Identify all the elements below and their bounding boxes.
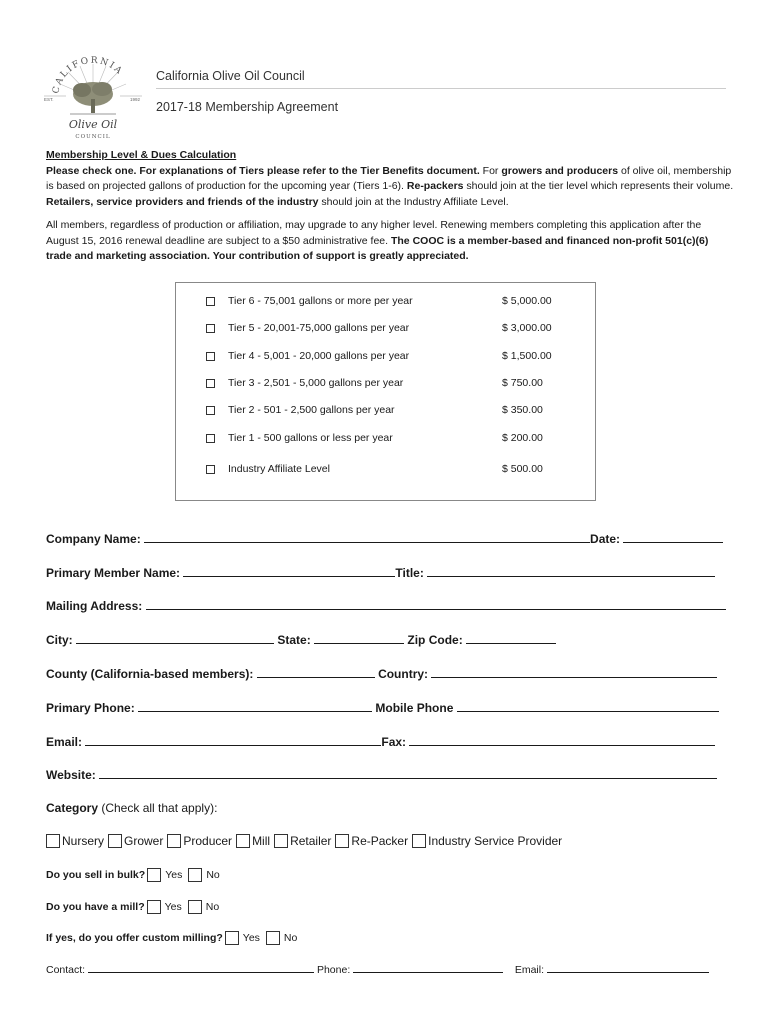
custom-milling-yes-label: Yes — [242, 932, 260, 944]
mailing-address-field[interactable] — [146, 598, 726, 610]
tier-5-checkbox[interactable] — [206, 324, 215, 333]
re-packer-label: Re-Packer — [351, 834, 409, 848]
category-mill[interactable] — [236, 834, 270, 848]
intro-p1-bold-2: growers and producers — [501, 164, 619, 177]
custom-milling-question-label: If yes, do you offer custom milling? — [46, 932, 223, 944]
affiliate-label: Industry Affiliate Level — [228, 463, 330, 475]
question-bulk — [46, 868, 226, 882]
affiliate-checkbox[interactable] — [206, 465, 215, 474]
nursery-checkbox[interactable] — [46, 834, 60, 848]
category-heading-bold: Category — [46, 801, 99, 815]
tier-6-price: $ 5,000.00 — [502, 295, 552, 307]
contact-row — [46, 963, 709, 976]
category-grower[interactable] — [108, 834, 163, 848]
tier-option-5[interactable] — [206, 322, 576, 338]
grower-checkbox[interactable] — [108, 834, 122, 848]
industry-service-provider-checkbox[interactable] — [412, 834, 426, 848]
county-country-row — [46, 666, 717, 681]
re-packer-checkbox[interactable] — [335, 834, 349, 848]
intro-section — [46, 148, 736, 265]
custom-milling-no-checkbox[interactable] — [266, 931, 280, 945]
county-field[interactable] — [257, 666, 375, 678]
contact-field[interactable] — [88, 963, 314, 973]
primary-member-name-field[interactable] — [183, 565, 395, 577]
tier-5-price: $ 3,000.00 — [502, 322, 552, 334]
state-label: State: — [277, 633, 311, 647]
tier-6-label: Tier 6 - 75,001 gallons or more per year — [228, 295, 413, 307]
intro-paragraph-1 — [46, 164, 736, 211]
tier-4-price: $ 1,500.00 — [502, 350, 552, 362]
retailer-checkbox[interactable] — [274, 834, 288, 848]
tier-option-1[interactable] — [206, 432, 576, 448]
contact-label: Contact: — [46, 964, 86, 976]
tier-2-checkbox[interactable] — [206, 406, 215, 415]
phone-row — [46, 700, 719, 715]
tier-2-label: Tier 2 - 501 - 2,500 gallons per year — [228, 404, 395, 416]
member-title-row — [46, 565, 715, 580]
doc-title: 2017-18 Membership Agreement — [156, 100, 339, 114]
tier-1-label: Tier 1 - 500 gallons or less per year — [228, 432, 393, 444]
intro-p1-text-3: should join at the tier level which represents their volume. — [463, 180, 734, 192]
fax-field[interactable] — [409, 734, 715, 746]
custom-milling-no-label: No — [283, 932, 298, 944]
tier-selection-box — [175, 282, 596, 501]
section-heading: Membership Level & Dues Calculation — [46, 149, 237, 161]
mill-yes-label: Yes — [164, 901, 182, 913]
tier-1-checkbox[interactable] — [206, 434, 215, 443]
bulk-no-checkbox[interactable] — [188, 868, 202, 882]
website-label: Website: — [46, 768, 96, 782]
category-options — [46, 834, 566, 848]
intro-p1-bold-3: Re-packers — [406, 180, 464, 192]
custom-milling-no-option[interactable] — [266, 931, 297, 945]
website-field[interactable] — [99, 767, 717, 779]
intro-p2-bold-1: The COOC is a member-based and financed non-profit 501(c)(6) trade and marketing association. Your contribution of support is greatly appreciated. — [46, 234, 709, 262]
intro-p1-bold-4: Retailers, service providers and friends of the industry — [46, 195, 319, 208]
email-label: Email: — [46, 735, 83, 749]
custom-milling-yes-option[interactable] — [225, 931, 260, 945]
logo-script-text: Olive Oil — [68, 118, 118, 131]
bulk-no-label: No — [206, 869, 220, 881]
mill-label: Mill — [252, 834, 271, 848]
contact-phone-field[interactable] — [353, 963, 503, 973]
tier-4-checkbox[interactable] — [206, 352, 215, 361]
city-field[interactable] — [76, 632, 274, 644]
email-field[interactable] — [85, 734, 381, 746]
mill-no-checkbox[interactable] — [188, 900, 202, 914]
category-producer[interactable] — [167, 834, 232, 848]
question-custom-milling — [46, 931, 303, 945]
country-label: Country: — [378, 667, 429, 681]
mobile-phone-label: Mobile Phone — [375, 701, 454, 715]
tier-option-affiliate[interactable] — [206, 463, 576, 479]
category-heading — [46, 801, 217, 815]
tier-2-price: $ 350.00 — [502, 404, 543, 416]
zip-code-field[interactable] — [466, 632, 556, 644]
category-industry-service-provider[interactable] — [412, 834, 562, 848]
primary-member-name-label: Primary Member Name: — [46, 566, 181, 580]
contact-email-label: Email: — [514, 964, 545, 976]
category-re-packer[interactable] — [335, 834, 408, 848]
zip-code-label: Zip Code: — [407, 633, 463, 647]
bulk-question-label: Do you sell in bulk? — [46, 869, 146, 881]
tier-3-checkbox[interactable] — [206, 379, 215, 388]
mill-no-label: No — [205, 901, 220, 913]
primary-phone-label: Primary Phone: — [46, 701, 135, 715]
mailing-address-label: Mailing Address: — [46, 599, 143, 613]
tier-option-4[interactable] — [206, 350, 576, 366]
producer-label: Producer — [183, 834, 233, 848]
contact-email-field[interactable] — [547, 963, 709, 973]
title-label: Title: — [395, 566, 424, 580]
website-row — [46, 767, 717, 782]
city-label: City: — [46, 633, 73, 647]
state-field[interactable] — [314, 632, 404, 644]
county-label: County (California-based members): — [46, 667, 254, 681]
mill-yes-option[interactable] — [147, 900, 182, 914]
tier-option-2[interactable] — [206, 404, 576, 420]
bulk-yes-label: Yes — [165, 869, 183, 881]
company-name-label: Company Name: — [46, 532, 141, 546]
tier-option-6[interactable] — [206, 295, 576, 311]
mill-checkbox[interactable] — [236, 834, 250, 848]
org-name: California Olive Oil Council — [156, 69, 305, 83]
email-fax-row — [46, 734, 715, 749]
intro-paragraph-2 — [46, 218, 736, 265]
logo-est-right: 1992 — [130, 97, 141, 102]
date-label: Date: — [590, 532, 621, 546]
tier-4-label: Tier 4 - 5,001 - 20,000 gallons per year — [228, 350, 410, 362]
bulk-yes-checkbox[interactable] — [147, 868, 161, 882]
intro-p1-text-1: For — [479, 164, 502, 177]
tier-6-checkbox[interactable] — [206, 297, 215, 306]
custom-milling-yes-checkbox[interactable] — [225, 931, 239, 945]
bulk-yes-option[interactable] — [147, 868, 182, 882]
category-heading-note: (Check all that apply): — [98, 801, 218, 815]
question-mill — [46, 900, 225, 914]
nursery-label: Nursery — [62, 834, 105, 848]
retailer-label: Retailer — [290, 834, 332, 848]
tier-3-label: Tier 3 - 2,501 - 5,000 gallons per year — [228, 377, 404, 389]
tier-3-price: $ 750.00 — [502, 377, 543, 389]
tier-5-label: Tier 5 - 20,001-75,000 gallons per year — [228, 322, 410, 334]
primary-phone-field[interactable] — [138, 700, 372, 712]
mill-yes-checkbox[interactable] — [147, 900, 161, 914]
intro-p2-text-1: All members, regardless of production or affiliation, may upgrade to any higher level. Renewing members completing this application after the August 15, 2016 renewal deadline are subject to a $50 administrative fee. — [46, 219, 702, 247]
contact-phone-label: Phone: — [316, 964, 351, 976]
mill-question-label: Do you have a mill? — [46, 901, 145, 913]
mailing-row — [46, 598, 726, 613]
city-state-zip-row — [46, 632, 556, 647]
logo-est-left: EST. — [44, 97, 54, 102]
bulk-no-option[interactable] — [188, 868, 219, 882]
tier-1-price: $ 200.00 — [502, 432, 543, 444]
intro-p1-text-4: should join at the Industry Affiliate Level. — [318, 195, 509, 208]
category-retailer[interactable] — [274, 834, 331, 848]
cooc-logo — [40, 54, 146, 146]
fax-label: Fax: — [381, 735, 407, 749]
olive-tree-icon — [70, 82, 116, 114]
intro-p1-text-2: of olive oil, membership is based on projected gallons of production for the upcoming year (Tiers 1-6). — [46, 164, 732, 192]
category-nursery[interactable] — [46, 834, 104, 848]
tier-option-3[interactable] — [206, 377, 576, 393]
country-field[interactable] — [431, 666, 717, 678]
intro-p1-bold-1: Please check one. For explanations of Tiers please refer to the Tier Benefits document. — [46, 164, 480, 177]
company-date-row — [46, 531, 723, 546]
mobile-phone-field[interactable] — [457, 700, 719, 712]
mill-no-option[interactable] — [188, 900, 219, 914]
title-field[interactable] — [427, 565, 715, 577]
company-name-field[interactable] — [144, 531, 590, 543]
producer-checkbox[interactable] — [167, 834, 181, 848]
logo-council-text: COUNCIL — [75, 134, 111, 140]
affiliate-price: $ 500.00 — [502, 463, 543, 475]
logo-arc-text: CALIFORNIA — [51, 55, 125, 95]
header-divider — [156, 88, 726, 89]
date-field[interactable] — [623, 531, 723, 543]
industry-service-provider-label: Industry Service Provider — [428, 834, 563, 848]
grower-label: Grower — [124, 834, 164, 848]
